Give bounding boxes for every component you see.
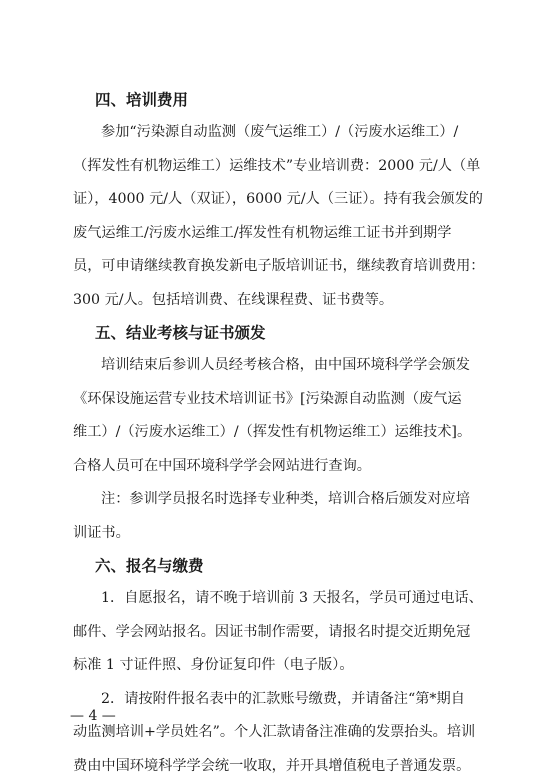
text-line: 《环保设施运营专业技术培训证书》[污染源自动监测（废气运 [73, 390, 462, 407]
page-number: — 4 — [70, 708, 116, 724]
paragraph-registration-2 [73, 683, 483, 783]
text-line: 费由中国环境科学学会统一收取，并开具增值税电子普通发票。 [73, 757, 471, 774]
text-line: 参加“污染源自动监测（废气运维工）/（污废水运维工）/ [101, 124, 459, 140]
text-line: 标准 1 寸证件照、身份证复印件（电子版）。 [73, 657, 354, 673]
section-heading-fees: 四、培训费用 [95, 91, 189, 109]
text-line: 废气运维工/污废水运维工/挥发性有机物运维工证书并到期学 [73, 224, 452, 241]
text-line: 维工）/（污废水运维工）/（挥发性有机物运维工）运维技术]。 [73, 424, 472, 440]
section-heading-certification: 五、结业考核与证书颁发 [95, 324, 266, 342]
text-line: 注：参训学员报名时选择专业种类，培训合格后颁发对应培 [101, 491, 470, 507]
text-line: 员，可申请继续教育换发新电子版培训证书，继续教育培训费用： [73, 258, 485, 274]
text-line: （挥发性有机物运维工）运维技术”专业培训费：2000 元/人（单 [73, 157, 481, 174]
text-line: 1．自愿报名，请不晚于培训前 3 天报名，学员可通过电话、 [101, 590, 483, 606]
text-line: 训证书。 [73, 524, 130, 541]
section-heading-registration: 六、报名与缴费 [95, 557, 204, 575]
text-line: 2．请按附件报名表中的汇款账号缴费，并请备注“第*期自 [101, 690, 465, 707]
text-line: 合格人员可在中国环境科学学会网站进行查询。 [73, 457, 371, 474]
text-line: 300 元/人。包括培训费、在线课程费、证书费等。 [73, 291, 394, 308]
document-body [73, 84, 483, 783]
paragraph-note [73, 483, 483, 550]
paragraph-registration-1 [73, 582, 483, 683]
text-line: 证），4000 元/人（双证），6000 元/人（三证）。持有我会颁发的 [73, 191, 483, 207]
text-line: 动监测培训+学员姓名”。个人汇款请备注准确的发票抬头。培训 [73, 724, 476, 740]
paragraph-fees [73, 116, 483, 317]
paragraph-certification [73, 349, 483, 483]
text-line: 培训结束后参训人员经考核合格，由中国环境科学学会颁发 [101, 357, 470, 373]
text-line: 邮件、学会网站报名。因证书制作需要，请报名时提交近期免冠 [73, 623, 471, 640]
